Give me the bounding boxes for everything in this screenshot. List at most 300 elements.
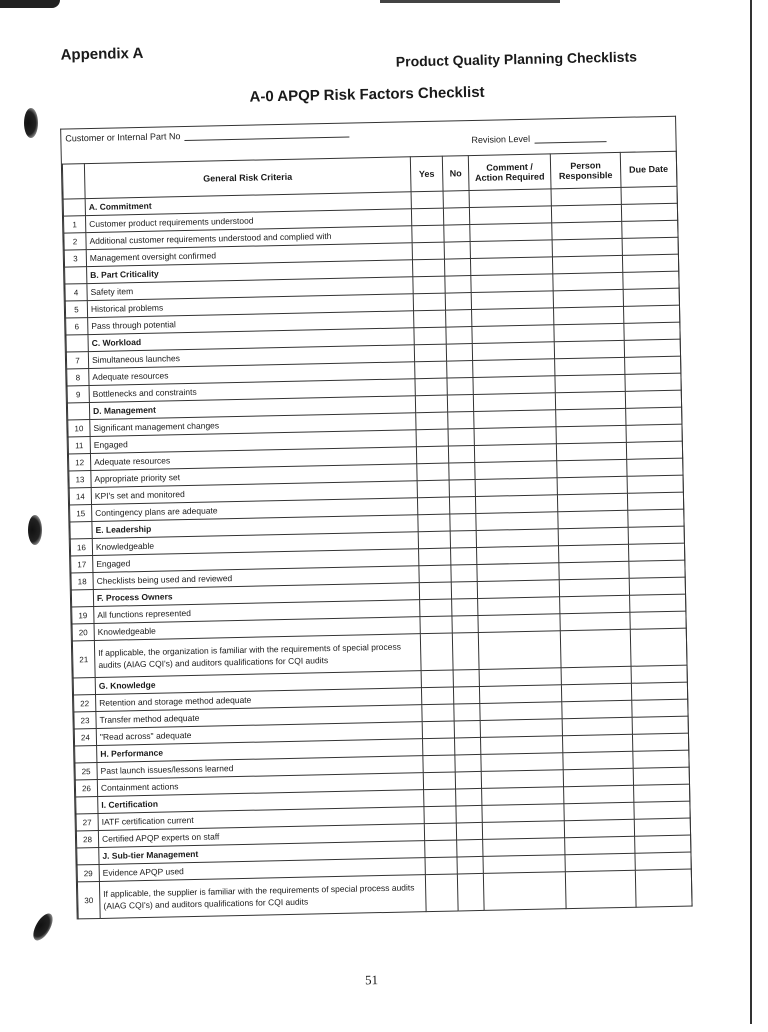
yes-cell[interactable] xyxy=(423,772,455,790)
no-cell[interactable] xyxy=(449,463,475,481)
revision-level-label: Revision Level xyxy=(471,133,531,146)
criteria-cell: I. Certification xyxy=(98,790,424,814)
row-number: 22 xyxy=(74,695,96,712)
row-number xyxy=(67,403,89,420)
comment-cell[interactable] xyxy=(482,821,564,840)
due-date-header: Due Date xyxy=(620,151,677,187)
comment-cell[interactable] xyxy=(473,376,555,395)
criteria-cell: If applicable, the supplier is familiar with the requirements of special process audits (AIAG CQI's) and auditors qualifications for CQI audits xyxy=(99,875,426,919)
row-number: 27 xyxy=(76,813,98,830)
person-cell xyxy=(555,391,625,409)
person-cell[interactable] xyxy=(558,527,628,545)
criteria-cell: Safety item xyxy=(87,277,413,301)
row-number xyxy=(71,590,93,607)
row-number xyxy=(73,678,95,695)
row-number: 7 xyxy=(66,352,88,369)
no-cell xyxy=(447,395,473,413)
yes-cell[interactable] xyxy=(412,242,444,260)
row-number: 4 xyxy=(65,284,87,301)
due-date-cell[interactable] xyxy=(632,699,688,717)
no-cell xyxy=(457,839,483,857)
no-cell xyxy=(443,191,469,209)
person-cell[interactable] xyxy=(552,238,622,256)
criteria-cell: IATF certification current xyxy=(98,807,424,831)
person-cell[interactable] xyxy=(562,700,632,718)
due-date-cell[interactable] xyxy=(630,611,686,629)
due-date-cell[interactable] xyxy=(623,305,679,323)
due-date-cell[interactable] xyxy=(630,594,686,612)
comment-cell[interactable] xyxy=(480,719,562,738)
num-header xyxy=(62,164,85,199)
person-cell[interactable] xyxy=(553,289,623,307)
yes-cell[interactable] xyxy=(418,531,450,549)
row-number: 5 xyxy=(65,301,87,318)
person-cell[interactable] xyxy=(558,544,628,562)
person-header-line2: Responsible xyxy=(558,170,613,182)
due-date-cell[interactable] xyxy=(626,407,682,425)
due-date-cell xyxy=(634,784,690,802)
yes-cell xyxy=(425,840,457,858)
person-cell xyxy=(558,510,628,528)
yes-cell[interactable] xyxy=(417,480,449,498)
row-number: 6 xyxy=(66,318,88,335)
due-date-cell[interactable] xyxy=(622,220,678,238)
criteria-cell: Containment actions xyxy=(97,773,423,797)
no-cell[interactable] xyxy=(447,378,473,396)
yes-cell[interactable] xyxy=(419,565,451,583)
comment-cell[interactable] xyxy=(482,804,564,823)
comment-cell[interactable] xyxy=(470,223,552,242)
due-date-cell[interactable] xyxy=(628,526,684,544)
yes-cell[interactable] xyxy=(412,225,444,243)
row-number: 13 xyxy=(69,471,91,488)
comment-header xyxy=(468,154,551,191)
criteria-cell: Retention and storage method adequate xyxy=(96,688,422,712)
yes-cell[interactable] xyxy=(416,446,448,464)
person-cell[interactable] xyxy=(557,493,627,511)
row-number: 25 xyxy=(75,762,97,779)
appendix-label: Appendix A xyxy=(60,44,144,64)
due-date-cell[interactable] xyxy=(632,716,688,734)
due-date-cell[interactable] xyxy=(625,356,681,374)
person-cell[interactable] xyxy=(553,272,623,290)
criteria-cell: Historical problems xyxy=(87,294,413,318)
due-date-cell[interactable] xyxy=(627,492,683,510)
yes-cell[interactable] xyxy=(417,463,449,481)
comment-header-line1: Comment / xyxy=(486,161,533,173)
comment-cell xyxy=(479,668,561,687)
comment-cell xyxy=(476,512,558,531)
no-cell[interactable] xyxy=(457,856,483,874)
row-number: 16 xyxy=(70,539,92,556)
criteria-cell: Customer product requirements understood xyxy=(85,209,411,233)
comment-cell[interactable] xyxy=(471,274,553,293)
yes-cell[interactable] xyxy=(422,704,454,722)
no-header: No xyxy=(442,156,469,192)
person-cell xyxy=(552,255,622,273)
comment-cell xyxy=(477,580,559,599)
person-header-line1: Person xyxy=(570,160,601,171)
no-cell[interactable] xyxy=(446,344,472,362)
comment-cell[interactable] xyxy=(475,478,557,497)
no-cell[interactable] xyxy=(447,361,473,379)
criteria-cell: Bottlenecks and constraints xyxy=(89,379,415,403)
row-number: 20 xyxy=(72,624,94,641)
due-date-cell[interactable] xyxy=(634,818,690,836)
no-cell[interactable] xyxy=(452,615,478,633)
person-cell[interactable] xyxy=(555,374,625,392)
no-cell[interactable] xyxy=(449,497,475,515)
row-number xyxy=(77,847,99,864)
person-cell[interactable] xyxy=(564,819,634,837)
criteria-cell: J. Sub-tier Management xyxy=(99,841,425,865)
comment-cell[interactable] xyxy=(475,461,557,480)
row-number: 11 xyxy=(68,437,90,454)
comment-cell[interactable] xyxy=(478,614,560,633)
row-number: 2 xyxy=(64,233,86,250)
no-cell xyxy=(455,737,481,755)
revision-level-line[interactable] xyxy=(534,132,606,144)
no-cell[interactable] xyxy=(445,276,471,294)
criteria-cell: Pass through potential xyxy=(88,311,414,335)
person-cell[interactable] xyxy=(559,561,629,579)
comment-cell xyxy=(472,325,554,344)
row-number: 17 xyxy=(71,556,93,573)
comment-header-line2: Action Required xyxy=(474,171,545,183)
comment-cell[interactable] xyxy=(471,291,553,310)
comment-cell xyxy=(473,393,555,412)
due-date-cell[interactable] xyxy=(622,237,678,255)
checklist-form xyxy=(60,116,692,920)
yes-header: Yes xyxy=(410,156,443,192)
person-cell[interactable] xyxy=(556,408,626,426)
yes-cell[interactable] xyxy=(424,823,456,841)
row-number: 15 xyxy=(70,505,92,522)
yes-cell[interactable] xyxy=(421,687,453,705)
due-date-cell xyxy=(625,390,681,408)
row-number: 12 xyxy=(68,454,90,471)
comment-cell[interactable] xyxy=(472,308,554,327)
comment-cell[interactable] xyxy=(477,546,559,565)
yes-cell[interactable] xyxy=(425,874,458,912)
person-cell[interactable] xyxy=(565,853,635,871)
page-number: 51 xyxy=(364,972,379,988)
person-cell[interactable] xyxy=(554,340,624,358)
row-number xyxy=(70,522,92,539)
yes-cell[interactable] xyxy=(423,755,455,773)
due-date-cell xyxy=(628,509,684,527)
row-number xyxy=(63,199,85,216)
criteria-cell: Knowledgeable xyxy=(92,532,418,556)
comment-cell[interactable] xyxy=(474,444,556,463)
yes-cell[interactable] xyxy=(415,361,447,379)
criteria-cell: Appropriate priority set xyxy=(91,464,417,488)
no-cell[interactable] xyxy=(455,754,481,772)
due-date-cell xyxy=(624,322,680,340)
due-date-cell xyxy=(622,254,678,272)
yes-cell[interactable] xyxy=(420,599,452,617)
person-cell[interactable] xyxy=(557,459,627,477)
due-date-cell[interactable] xyxy=(627,458,683,476)
row-number: 26 xyxy=(75,779,97,796)
criteria-cell: C. Workload xyxy=(88,328,414,352)
criteria-cell: B. Part Criticality xyxy=(87,260,413,284)
customer-part-field[interactable] xyxy=(65,128,349,144)
person-cell xyxy=(559,578,629,596)
due-date-cell[interactable] xyxy=(626,441,682,459)
row-number: 23 xyxy=(74,711,96,728)
person-cell[interactable] xyxy=(556,425,626,443)
yes-cell[interactable] xyxy=(411,208,443,226)
criteria-cell: "Read across" adequate xyxy=(96,722,422,746)
no-cell[interactable] xyxy=(452,632,479,670)
no-cell xyxy=(456,788,482,806)
person-cell[interactable] xyxy=(560,629,631,667)
row-number xyxy=(66,335,88,352)
criteria-cell: Evidence APQP used xyxy=(99,858,425,882)
person-cell[interactable] xyxy=(560,595,630,613)
criteria-header: General Risk Criteria xyxy=(84,157,411,199)
criteria-cell: Engaged xyxy=(93,549,419,573)
person-cell xyxy=(565,836,635,854)
person-cell[interactable] xyxy=(556,442,626,460)
checklist-body xyxy=(63,186,692,919)
customer-part-label: Customer or Internal Part No xyxy=(65,131,181,144)
revision-level-field[interactable] xyxy=(471,132,606,145)
person-cell[interactable] xyxy=(564,802,634,820)
due-date-cell[interactable] xyxy=(623,271,679,289)
row-number: 1 xyxy=(63,216,85,233)
yes-cell[interactable] xyxy=(415,378,447,396)
yes-cell xyxy=(421,670,453,688)
person-cell[interactable] xyxy=(563,768,633,786)
row-number: 19 xyxy=(72,607,94,624)
due-date-cell[interactable] xyxy=(633,750,689,768)
due-date-cell xyxy=(631,665,687,683)
row-number: 24 xyxy=(74,728,96,745)
criteria-cell: A. Commitment xyxy=(85,192,411,216)
due-date-cell[interactable] xyxy=(625,373,681,391)
criteria-cell: G. Knowledge xyxy=(95,671,421,695)
no-cell[interactable] xyxy=(448,429,474,447)
comment-cell[interactable] xyxy=(474,410,556,429)
person-header xyxy=(550,152,621,188)
comment-cell[interactable] xyxy=(473,359,555,378)
no-cell[interactable] xyxy=(452,598,478,616)
no-cell[interactable] xyxy=(453,686,479,704)
due-date-cell[interactable] xyxy=(629,560,685,578)
criteria-cell: Management oversight confirmed xyxy=(86,243,412,267)
due-date-cell[interactable] xyxy=(624,339,680,357)
row-number: 10 xyxy=(68,420,90,437)
due-date-cell[interactable] xyxy=(635,869,692,907)
yes-cell[interactable] xyxy=(419,548,451,566)
comment-cell[interactable] xyxy=(478,597,560,616)
yes-cell[interactable] xyxy=(416,429,448,447)
due-date-cell[interactable] xyxy=(621,203,677,221)
no-cell[interactable] xyxy=(450,530,476,548)
person-cell[interactable] xyxy=(554,306,624,324)
yes-cell[interactable] xyxy=(413,276,445,294)
criteria-cell: Additional customer requirements understood and complied with xyxy=(86,226,412,250)
comment-cell[interactable] xyxy=(479,685,561,704)
no-cell[interactable] xyxy=(451,547,477,565)
yes-cell xyxy=(411,191,443,209)
criteria-cell: E. Leadership xyxy=(92,515,418,539)
comment-cell[interactable] xyxy=(478,631,561,670)
yes-cell[interactable] xyxy=(414,310,446,328)
person-cell xyxy=(561,666,631,684)
page-title: A-0 APQP Risk Factors Checklist xyxy=(249,83,485,106)
comment-cell xyxy=(469,189,551,208)
person-cell[interactable] xyxy=(552,221,622,239)
person-cell[interactable] xyxy=(562,717,632,735)
row-number: 28 xyxy=(76,830,98,847)
due-date-cell xyxy=(632,733,688,751)
criteria-cell: Simultaneous launches xyxy=(88,345,414,369)
row-number: 29 xyxy=(77,864,99,881)
yes-cell[interactable] xyxy=(424,806,456,824)
comment-cell[interactable] xyxy=(483,872,566,911)
person-cell xyxy=(564,785,634,803)
person-cell xyxy=(562,734,632,752)
comment-cell[interactable] xyxy=(474,427,556,446)
no-cell[interactable] xyxy=(448,412,474,430)
no-cell xyxy=(450,513,476,531)
due-date-cell xyxy=(629,577,685,595)
due-date-cell[interactable] xyxy=(631,682,687,700)
row-number: 3 xyxy=(64,250,86,267)
row-number: 18 xyxy=(71,573,93,590)
due-date-cell[interactable] xyxy=(627,475,683,493)
section-title: Product Quality Planning Checklists xyxy=(395,48,638,70)
yes-cell xyxy=(423,738,455,756)
row-number: 21 xyxy=(72,641,95,678)
criteria-cell: F. Process Owners xyxy=(93,583,419,607)
due-date-cell[interactable] xyxy=(630,628,687,666)
criteria-cell: Transfer method adequate xyxy=(96,705,422,729)
person-cell[interactable] xyxy=(551,204,621,222)
person-cell[interactable] xyxy=(561,683,631,701)
comment-cell[interactable] xyxy=(483,855,565,874)
comment-cell[interactable] xyxy=(480,702,562,721)
no-cell xyxy=(444,259,470,277)
criteria-cell: D. Management xyxy=(89,396,415,420)
no-cell[interactable] xyxy=(451,564,477,582)
no-cell[interactable] xyxy=(456,805,482,823)
no-cell[interactable] xyxy=(445,293,471,311)
no-cell xyxy=(446,327,472,345)
due-date-cell[interactable] xyxy=(628,543,684,561)
due-date-cell[interactable] xyxy=(623,288,679,306)
due-date-cell[interactable] xyxy=(635,852,691,870)
criteria-cell: Past launch issues/lessons learned xyxy=(97,756,423,780)
criteria-cell: Certified APQP experts on staff xyxy=(98,824,424,848)
person-cell[interactable] xyxy=(557,476,627,494)
yes-cell xyxy=(414,327,446,345)
yes-cell[interactable] xyxy=(414,344,446,362)
due-date-cell[interactable] xyxy=(633,767,689,785)
no-cell[interactable] xyxy=(456,822,482,840)
comment-cell[interactable] xyxy=(472,342,554,361)
person-cell xyxy=(551,187,621,205)
criteria-cell: Engaged xyxy=(90,430,416,454)
due-date-cell xyxy=(621,186,677,204)
criteria-cell: Adequate resources xyxy=(89,362,415,386)
row-number: 9 xyxy=(67,386,89,403)
criteria-cell: Adequate resources xyxy=(90,447,416,471)
comment-cell xyxy=(482,787,564,806)
risk-checklist-table xyxy=(62,151,693,920)
comment-cell[interactable] xyxy=(481,770,563,789)
person-cell[interactable] xyxy=(560,612,630,630)
row-number xyxy=(76,796,98,813)
row-number: 8 xyxy=(67,369,89,386)
comment-cell xyxy=(480,736,562,755)
comment-cell[interactable] xyxy=(481,753,563,772)
comment-cell xyxy=(483,838,565,857)
yes-cell[interactable] xyxy=(420,633,453,671)
comment-cell xyxy=(470,257,552,276)
comment-cell[interactable] xyxy=(469,206,551,225)
yes-cell[interactable] xyxy=(425,857,457,875)
person-cell xyxy=(554,323,624,341)
row-number: 30 xyxy=(77,881,100,918)
no-cell[interactable] xyxy=(454,720,480,738)
no-cell[interactable] xyxy=(446,310,472,328)
row-number xyxy=(75,745,97,762)
criteria-cell: KPI's set and monitored xyxy=(91,481,417,505)
yes-cell[interactable] xyxy=(417,497,449,515)
no-cell[interactable] xyxy=(449,480,475,498)
yes-cell xyxy=(418,514,450,532)
no-cell[interactable] xyxy=(448,446,474,464)
person-cell[interactable] xyxy=(555,357,625,375)
person-cell[interactable] xyxy=(563,751,633,769)
yes-cell xyxy=(419,582,451,600)
no-cell xyxy=(453,669,479,687)
due-date-cell[interactable] xyxy=(626,424,682,442)
no-cell xyxy=(451,581,477,599)
criteria-cell: All functions represented xyxy=(94,600,420,624)
yes-cell xyxy=(412,259,444,277)
criteria-cell: Contingency plans are adequate xyxy=(92,498,418,522)
criteria-cell: Knowledgeable xyxy=(94,617,420,641)
yes-cell[interactable] xyxy=(420,616,452,634)
row-number xyxy=(65,267,87,284)
person-cell[interactable] xyxy=(565,870,636,908)
no-cell[interactable] xyxy=(457,873,484,911)
comment-cell[interactable] xyxy=(477,563,559,582)
yes-cell[interactable] xyxy=(413,293,445,311)
no-cell[interactable] xyxy=(443,208,469,226)
comment-cell[interactable] xyxy=(470,240,552,259)
customer-part-line[interactable] xyxy=(184,128,349,141)
due-date-cell[interactable] xyxy=(634,801,690,819)
no-cell[interactable] xyxy=(454,703,480,721)
row-number: 14 xyxy=(69,488,91,505)
no-cell[interactable] xyxy=(444,225,470,243)
no-cell[interactable] xyxy=(444,242,470,260)
criteria-cell: H. Performance xyxy=(97,739,423,763)
no-cell[interactable] xyxy=(455,771,481,789)
yes-cell[interactable] xyxy=(416,412,448,430)
yes-cell[interactable] xyxy=(422,721,454,739)
criteria-cell: If applicable, the organization is familiar with the requirements of special process audits (AIAG CQI's) and auditors qualifications for CQI audits xyxy=(94,634,421,678)
comment-cell[interactable] xyxy=(475,495,557,514)
due-date-cell xyxy=(635,835,691,853)
comment-cell[interactable] xyxy=(476,529,558,548)
